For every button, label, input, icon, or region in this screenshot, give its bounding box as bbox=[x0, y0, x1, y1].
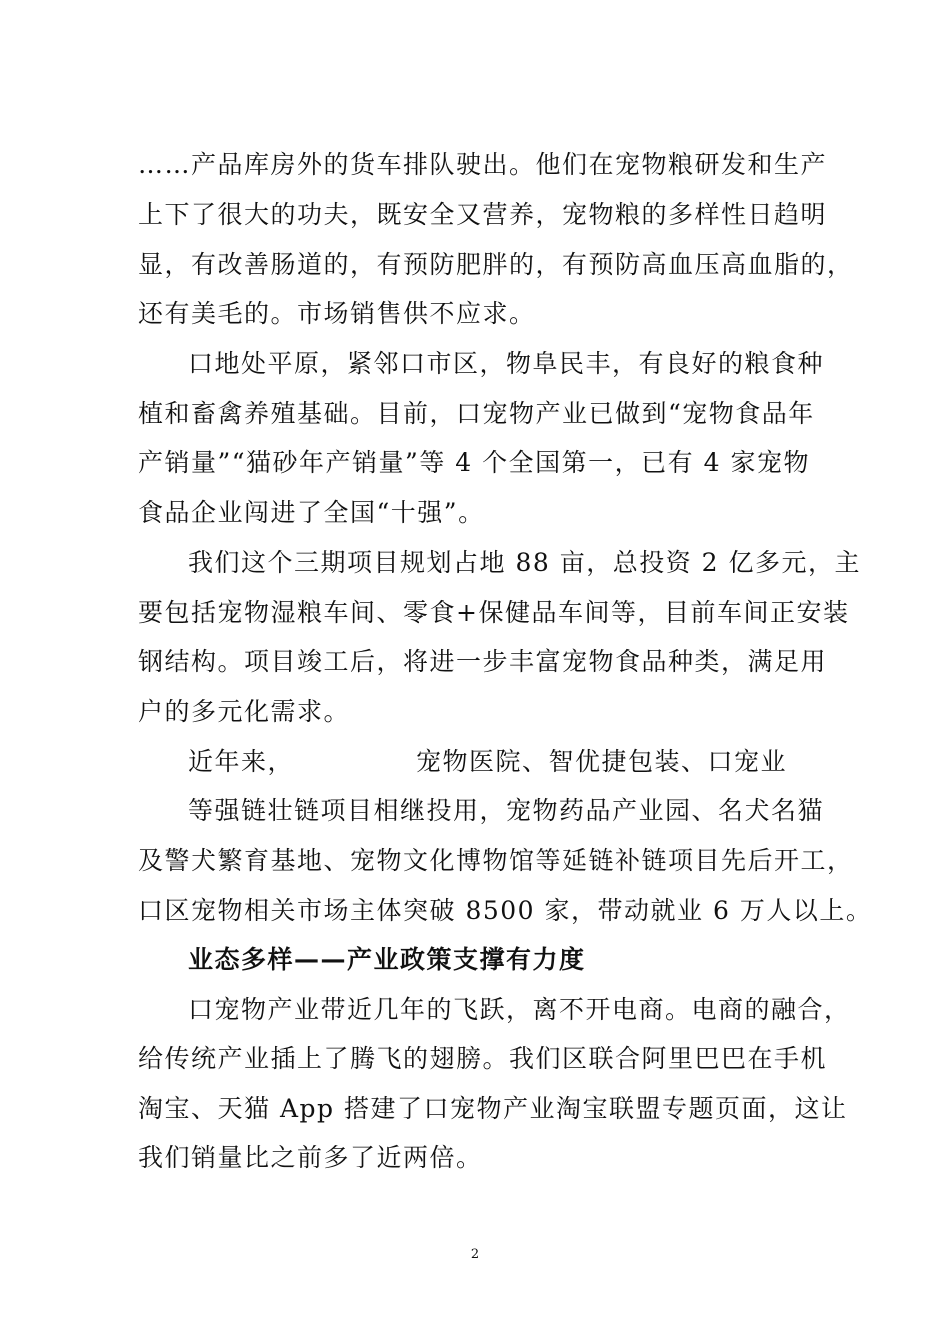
paragraph-3-line-2: 要包括宠物湿粮车间、零食+保健品车间等，目前车间正安装 bbox=[138, 598, 850, 627]
paragraph-2-line-1: 口地处平原，紧邻口市区，物阜民丰，有良好的粮食种 bbox=[188, 349, 825, 378]
paragraph-4-line-1-left: 近年来， bbox=[188, 747, 295, 776]
paragraph-5-line-2: 给传统产业插上了腾飞的翅膀。我们区联合阿里巴巴在手机 bbox=[138, 1044, 828, 1073]
paragraph-1-line-2: 上下了很大的功夫，既安全又营养，宠物粮的多样性日趋明 bbox=[138, 200, 828, 229]
page-number: 2 bbox=[470, 1247, 480, 1262]
paragraph-5-line-3: 淘宝、天猫 App 搭建了口宠物产业淘宝联盟专题页面，这让 bbox=[138, 1094, 848, 1123]
paragraph-2-line-4: 食品企业闯进了全国“十强”。 bbox=[138, 498, 485, 527]
paragraph-4-line-4: 口区宠物相关市场主体突破 8500 家，带动就业 6 万人以上。 bbox=[138, 896, 873, 925]
paragraph-5-line-1: 口宠物产业带近几年的飞跃，离不开电商。电商的融合， bbox=[188, 995, 851, 1024]
paragraph-4-line-1-right: 宠物医院、智优捷包装、口宠业 bbox=[416, 747, 788, 776]
section-heading: 业态多样——产业政策支撑有力度 bbox=[188, 945, 586, 974]
paragraph-3-line-4: 户的多元化需求。 bbox=[138, 697, 351, 726]
paragraph-3-line-1: 我们这个三期项目规划占地 88 亩，总投资 2 亿多元，主 bbox=[188, 548, 862, 577]
paragraph-4-line-2: 等强链壮链项目相继投用，宠物药品产业园、名犬名猫 bbox=[188, 796, 825, 825]
paragraph-1-line-4: 还有美毛的。市场销售供不应求。 bbox=[138, 299, 536, 328]
paragraph-4-line-3: 及警犬繁育基地、宠物文化博物馆等延链补链项目先后开工， bbox=[138, 846, 854, 875]
paragraph-1-line-3: 显，有改善肠道的，有预防肥胖的，有预防高血压高血脂的， bbox=[138, 250, 854, 279]
paragraph-5-line-4: 我们销量比之前多了近两倍。 bbox=[138, 1143, 483, 1172]
paragraph-2-line-3: 产销量”“猫砂年产销量”等 4 个全国第一，已有 4 家宠物 bbox=[138, 448, 810, 477]
paragraph-3-line-3: 钢结构。项目竣工后，将进一步丰富宠物食品种类，满足用 bbox=[138, 647, 828, 676]
paragraph-1-line-1: ……产品库房外的货车排队驶出。他们在宠物粮研发和生产 bbox=[138, 150, 828, 179]
paragraph-2-line-2: 植和畜禽养殖基础。目前，口宠物产业已做到“宠物食品年 bbox=[138, 399, 815, 428]
